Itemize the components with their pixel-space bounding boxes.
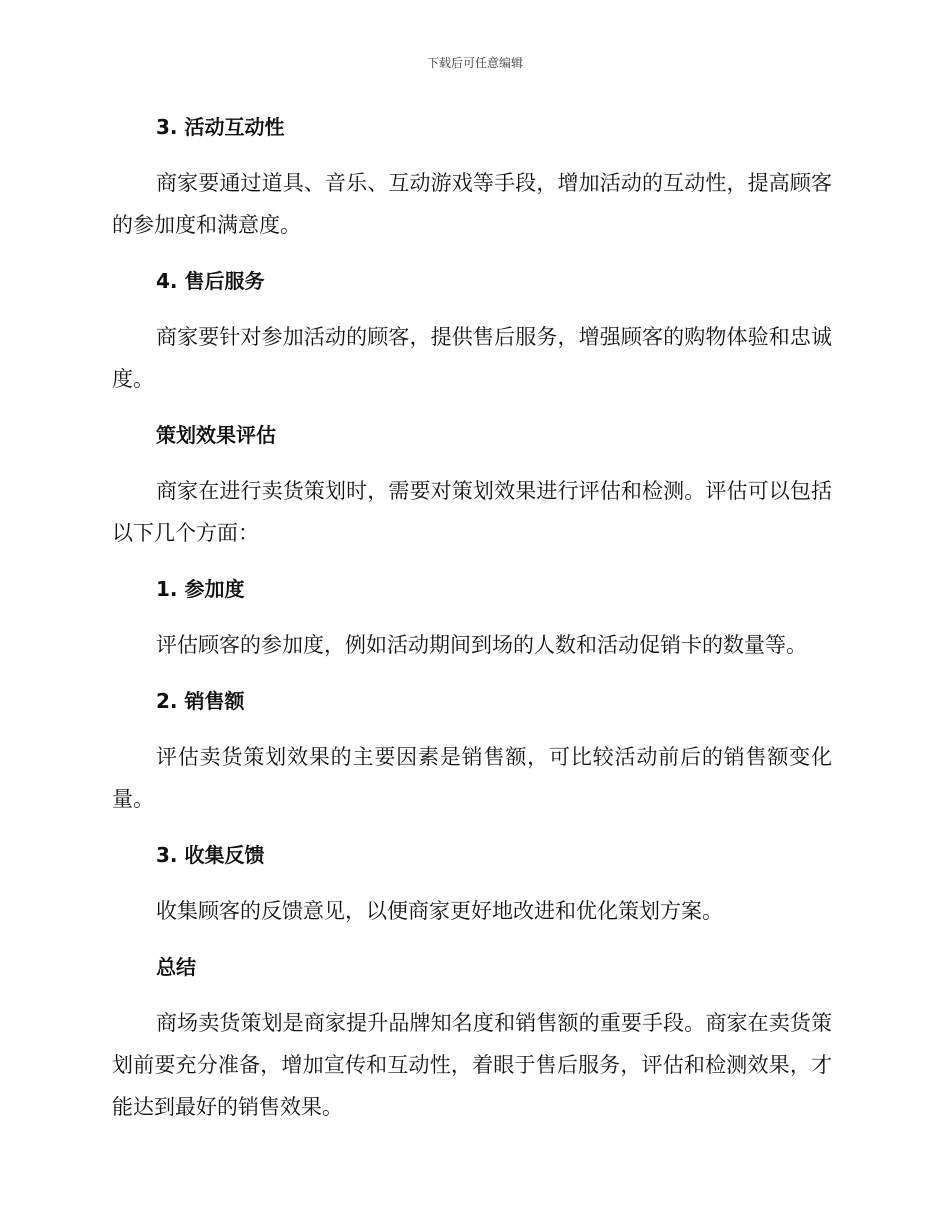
section-heading-effect-evaluation: 策划效果评估 <box>156 423 276 447</box>
section-heading-after-sales: 4. 售后服务 <box>156 269 265 293</box>
paragraph: 评估顾客的参加度，例如活动期间到场的人数和活动促销卡的数量等。 <box>156 633 807 657</box>
paragraph: 商家要通过道具、音乐、互动游戏等手段，增加活动的互动性，提高顾客的参加度和满意度。 <box>112 171 832 237</box>
paragraph: 收集顾客的反馈意见，以便商家更好地改进和优化策划方案。 <box>156 899 723 923</box>
section-heading-activity-interactivity: 3. 活动互动性 <box>156 115 285 139</box>
section-heading-feedback: 3. 收集反馈 <box>156 843 265 867</box>
document-body <box>112 110 832 1128</box>
paragraph: 商场卖货策划是商家提升品牌知名度和销售额的重要手段。商家在卖货策划前要充分准备，增加宣传和互动性，着眼于售后服务，评估和检测效果，才能达到最好的销售效果。 <box>112 1011 832 1119</box>
paragraph: 评估卖货策划效果的主要因素是销售额，可比较活动前后的销售额变化量。 <box>112 745 832 811</box>
page-header: 下载后可任意编辑 <box>426 56 523 70</box>
section-heading-participation: 1. 参加度 <box>156 577 245 601</box>
paragraph: 商家要针对参加活动的顾客，提供售后服务，增强顾客的购物体验和忠诚度。 <box>112 325 832 391</box>
section-heading-sales: 2. 销售额 <box>156 689 245 713</box>
section-heading-summary: 总结 <box>156 955 196 979</box>
paragraph: 商家在进行卖货策划时，需要对策划效果进行评估和检测。评估可以包括以下几个方面： <box>112 479 832 545</box>
